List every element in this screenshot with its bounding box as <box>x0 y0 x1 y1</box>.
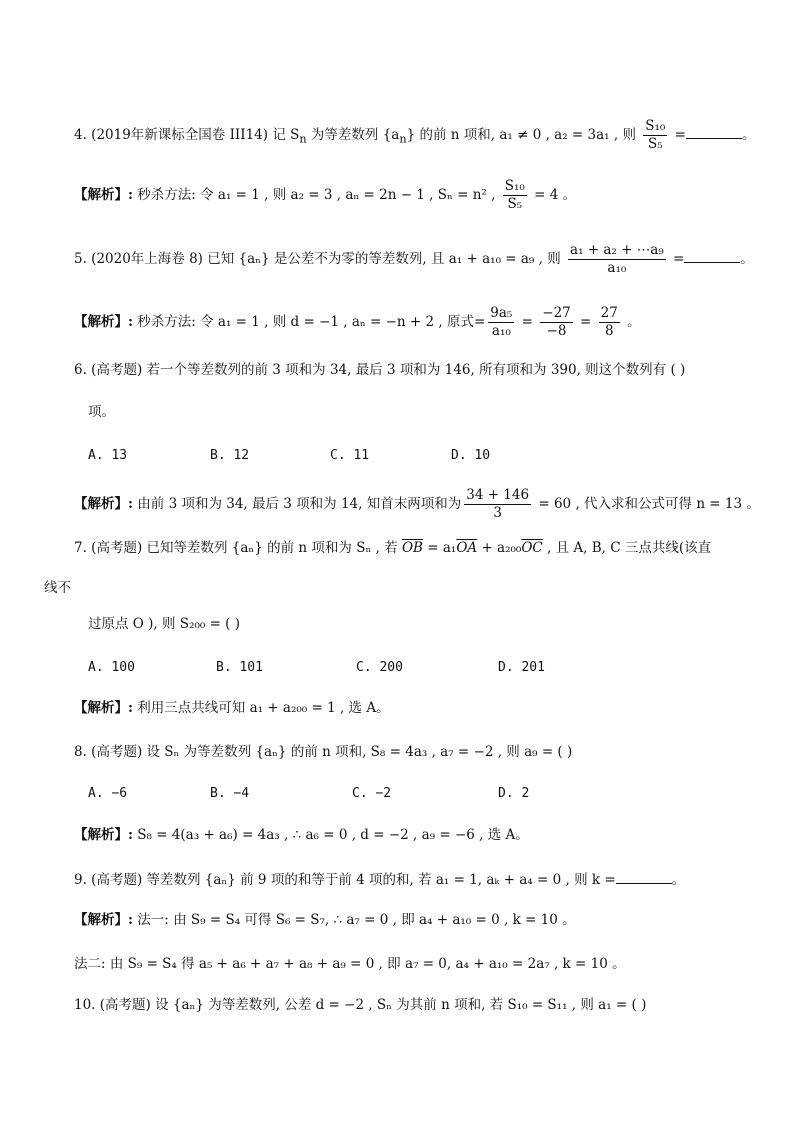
q5-frac3 <box>599 305 620 340</box>
q7-stem-cont: 线不 <box>44 580 71 596</box>
q5-f1-den: a₁₀ <box>491 323 511 339</box>
q4-sol-text: 秒杀方法: 令 a₁ = 1 , 则 a₂ = 3 , aₙ = 2n − 1 , Sₙ = n² , <box>132 187 500 203</box>
q5-fraction <box>568 242 666 277</box>
q4-stem-text-e: } 的前 n 项和, a₁ ≠ 0 , a₂ = 3a₁ , 则 <box>406 127 641 143</box>
q4-frac-num: S₁₀ <box>645 118 666 134</box>
q8-stem: 8. (高考题) 设 Sₙ 为等差数列 {aₙ} 的前 n 项和, S₈ = 4a₃ , a₇ = −2 , 则 a₉ = ( ) <box>74 744 573 760</box>
q4-answer-blank[interactable] <box>686 124 742 139</box>
q5-f3-num: 27 <box>600 305 618 321</box>
q5-end: 。 <box>740 251 754 267</box>
q6-stem: 6. (高考题) 若一个等差数列的前 3 项和为 34, 最后 3 项和为 146, 所有项和为 390, 则这个数列有 ( ) <box>74 362 686 378</box>
q7-option-d[interactable]: D. 201 <box>498 660 545 675</box>
q5-frac-num: a₁ + a₂ + ⋯a₉ <box>570 242 664 258</box>
q6-option-d[interactable]: D. 10 <box>451 448 491 463</box>
q4-stem <box>74 118 755 153</box>
q4-frac-den: S₅ <box>647 136 663 152</box>
q6-frac-den: 3 <box>493 505 502 521</box>
q5-stem <box>74 242 754 277</box>
q5-frac2 <box>540 305 573 340</box>
q6-fraction <box>464 487 531 522</box>
q4-sol-fraction <box>503 178 527 213</box>
q7-solution <box>74 698 390 718</box>
q6-option-a[interactable]: A. 13 <box>88 448 128 463</box>
q6-stem-cont: 项。 <box>88 404 115 420</box>
q7-vector-oa: $\overline{OA}$ <box>456 540 478 556</box>
q5-solution <box>74 305 641 340</box>
q7-mid1: = a₁ <box>422 540 457 556</box>
q6-option-c[interactable]: C. 11 <box>330 448 370 463</box>
q10-stem: 10. (高考题) 设 {aₙ} 为等差数列, 公差 d = −2 , Sₙ 为其前 n 项和, 若 S₁₀ = S₁₁ , 则 a₁ = ( ) <box>74 997 647 1013</box>
q7-option-a[interactable]: A. 100 <box>88 660 135 675</box>
q7-stem-cont2: 过原点 O ), 则 S₂₀₀ = ( ) <box>88 616 240 632</box>
q8-solution <box>74 825 529 845</box>
q5-f2-num: −27 <box>542 305 571 321</box>
q5-stem-text: 5. (2020年上海卷 8) 已知 {aₙ} 是公差不为零的等差数列, 且 a₁ + a₁₀ = a₉ , 则 <box>74 251 566 267</box>
q9-end: 。 <box>671 872 686 888</box>
q7-sol-text: 利用三点共线可知 a₁ + a₂₀₀ = 1 , 选 A。 <box>132 700 390 716</box>
q4-sub-n2: n <box>399 132 407 146</box>
q4-sol-frac-den: S₅ <box>507 196 523 212</box>
q8-sol-label: 【解析】: <box>74 827 133 843</box>
q9-stem <box>74 869 685 890</box>
q5-f3-den: 8 <box>604 323 614 339</box>
q5-equals: = <box>668 251 685 267</box>
q9-sol-method1: 法一: 由 S₉ = S₄ 可得 S₆ = S₇, ∴ a₇ = 0 , 即 a₄ + a₁₀ = 0 , k = 10 。 <box>132 912 576 928</box>
q5-eq1: = <box>517 314 538 330</box>
q9-stem-text: 9. (高考题) 等差数列 {aₙ} 前 9 项的和等于前 4 项的和, 若 a₁ = 1, aₖ + a₄ = 0 , 则 k = <box>74 872 616 888</box>
q5-answer-blank[interactable] <box>684 248 740 263</box>
q7-mid2: + a₂₀₀ <box>477 540 522 556</box>
q6-sol-end: = 60 , 代入求和公式可得 n = 13 。 <box>534 496 760 512</box>
q6-option-b[interactable]: B. 12 <box>210 448 250 463</box>
q9-solution <box>74 910 576 930</box>
q4-sol-end: = 4 。 <box>529 187 577 203</box>
q5-sol-label: 【解析】: <box>74 314 133 330</box>
q6-frac-num: 34 + 146 <box>466 487 530 503</box>
q6-solution <box>74 487 760 522</box>
q5-frac1 <box>488 305 514 340</box>
q4-stem-text-c: 为等差数列 {a <box>306 127 400 143</box>
q7-vector-ob: $\overline{OB}$ <box>401 540 423 556</box>
q4-sol-frac-num: S₁₀ <box>504 178 525 194</box>
q9-answer-blank[interactable] <box>616 869 672 884</box>
q7-option-c[interactable]: C. 200 <box>356 660 403 675</box>
q5-eq2: = <box>575 314 596 330</box>
q6-sol-label: 【解析】: <box>74 496 133 512</box>
q7-stem-end: , 且 A, B, C 三点共线(该直 <box>542 540 712 556</box>
q8-option-b[interactable]: B. −4 <box>210 786 250 801</box>
q8-sol-text: S₈ = 4(a₃ + a₆) = 4a₃ , ∴ a₆ = 0 , d = −2 , a₉ = −6 , 选 A。 <box>132 827 529 843</box>
q7-stem <box>74 538 711 558</box>
q5-sol-end: 。 <box>622 314 641 330</box>
q5-sol-text: 秒杀方法: 令 a₁ = 1 , 则 d = −1 , aₙ = −n + 2 , 原式= <box>132 314 486 330</box>
q8-option-c[interactable]: C. −2 <box>352 786 392 801</box>
q4-stem-text-a: 4. (2019年新课标全国卷 III14) 记 S <box>74 127 300 143</box>
q7-option-b[interactable]: B. 101 <box>216 660 263 675</box>
q4-end: 。 <box>741 127 756 143</box>
q8-option-a[interactable]: A. −6 <box>88 786 128 801</box>
q7-sol-label: 【解析】: <box>74 700 133 716</box>
q9-solution-2: 法二: 由 S₉ = S₄ 得 a₅ + a₆ + a₇ + a₈ + a₉ = 0 , 即 a₇ = 0, a₄ + a₁₀ = 2a₇ , k = 10 。 <box>74 956 626 972</box>
q4-solution <box>74 178 576 213</box>
q5-frac-den: a₁₀ <box>607 260 627 276</box>
q5-f2-den: −8 <box>546 323 567 339</box>
q5-f1-num: 9a₅ <box>490 305 513 321</box>
q4-equals: = <box>670 127 686 143</box>
q7-vector-oc: $\overline{OC}$ <box>521 540 543 556</box>
q8-option-d[interactable]: D. 2 <box>498 786 530 801</box>
q4-sol-label: 【解析】: <box>74 187 133 203</box>
q4-sub-n: n <box>299 132 307 146</box>
q4-fraction <box>643 118 667 153</box>
q9-sol-label: 【解析】: <box>74 912 133 928</box>
q6-sol-text: 由前 3 项和为 34, 最后 3 项和为 14, 知首末两项和为 <box>132 496 462 512</box>
q7-stem-text: 7. (高考题) 已知等差数列 {aₙ} 的前 n 项和为 Sₙ , 若 <box>74 540 402 556</box>
